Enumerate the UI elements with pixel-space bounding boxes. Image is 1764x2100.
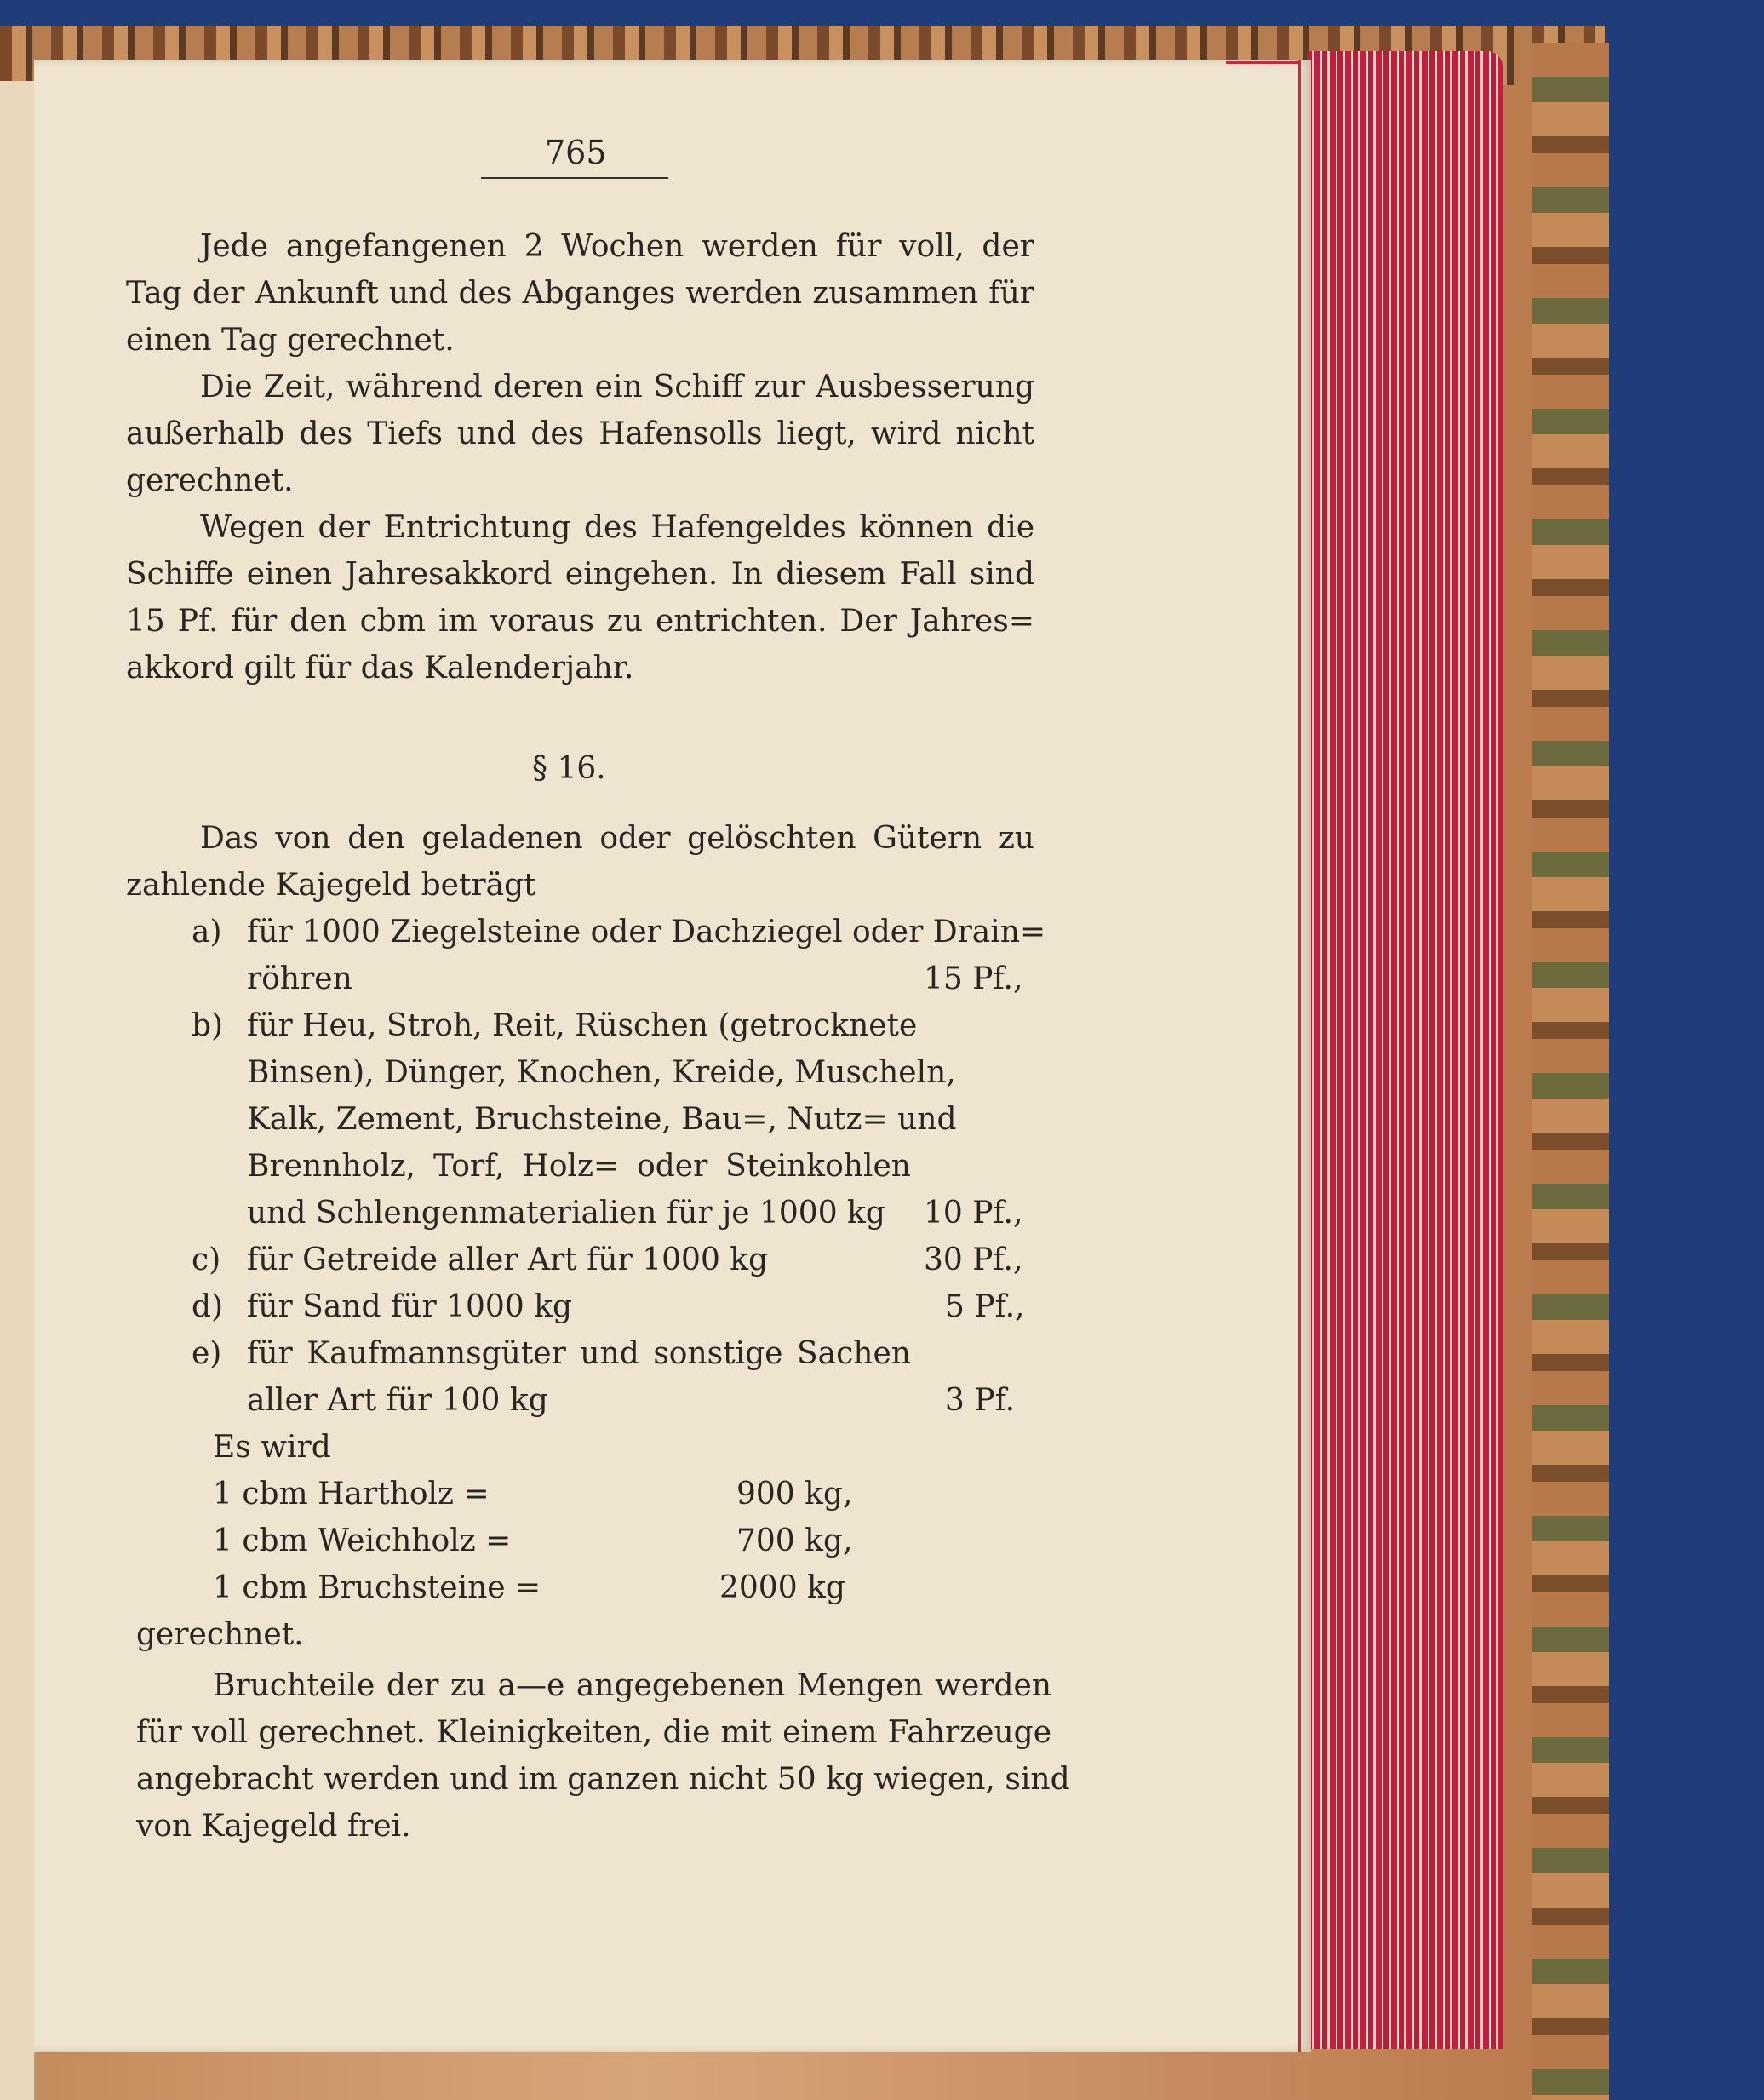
paragraph-line: angebracht werden und im ganzen nicht 50 kg wiegen, sind xyxy=(136,1762,1070,1797)
paragraph-line: Die Zeit, während deren ein Schiff zur Ausbesserung xyxy=(200,370,1034,405)
page-edges xyxy=(1307,51,1503,2049)
page-frame-line xyxy=(1298,60,1301,2052)
paragraph-line: Jede angefangenen 2 Wochen werden für voll, der xyxy=(200,229,1034,264)
section-intro-line: zahlende Kajegeld beträgt xyxy=(126,868,536,903)
item-line: Kalk, Zement, Bruchsteine, Bau=, Nutz= und xyxy=(247,1102,957,1137)
item-line: und Schlengenmaterialien für je 1000 kg xyxy=(247,1196,885,1231)
item-price: 30 Pf., xyxy=(924,1242,1023,1277)
item-line: für Kaufmannsgüter und sonstige Sachen xyxy=(247,1336,911,1371)
page-frame-top xyxy=(1226,61,1301,64)
paragraph-line: Wegen der Entrichtung des Hafengeldes können die xyxy=(200,510,1034,545)
item-line: für Getreide aller Art für 1000 kg xyxy=(247,1242,769,1277)
section-heading: § 16. xyxy=(532,751,606,786)
conversion-label: 1 cbm Hartholz = xyxy=(213,1477,490,1512)
paragraph-line: Bruchteile der zu a—e angegebenen Mengen werden xyxy=(213,1668,1051,1703)
conversion-intro: Es wird xyxy=(213,1430,331,1465)
paragraph-line: akkord gilt für das Kalenderjahr. xyxy=(126,651,634,686)
conversion-value: 2000 kg xyxy=(719,1570,845,1605)
item-price: 3 Pf. xyxy=(945,1383,1016,1418)
paragraph-line: für voll gerechnet. Kleinigkeiten, die mit einem Fahrzeuge xyxy=(136,1715,1051,1750)
item-line: für 1000 Ziegelsteine oder Dachziegel oder Drain= xyxy=(247,915,1046,950)
paragraph-line: einen Tag gerechnet. xyxy=(126,323,455,358)
item-line: röhren xyxy=(247,961,352,996)
paragraph-line: außerhalb des Tiefs und des Hafensolls liegt, wird nicht xyxy=(126,416,1034,451)
paragraph-line: 15 Pf. für den cbm im voraus zu entrichten. Der Jahres= xyxy=(126,604,1034,639)
item-line: aller Art für 100 kg xyxy=(247,1383,548,1418)
conversion-value: 700 kg, xyxy=(736,1523,853,1558)
item-price: 5 Pf., xyxy=(945,1289,1025,1324)
item-price: 15 Pf., xyxy=(924,961,1023,996)
left-page-edge xyxy=(0,81,36,2100)
conversion-label: 1 cbm Bruchsteine = xyxy=(213,1570,541,1605)
item-line: Brennholz, Torf, Holz= oder Steinkohlen xyxy=(247,1149,911,1184)
item-letter: a) xyxy=(192,915,222,950)
header-rule xyxy=(481,177,668,179)
paragraph-line: gerechnet. xyxy=(126,463,294,498)
conversion-label: 1 cbm Weichholz = xyxy=(213,1523,512,1558)
item-price: 10 Pf., xyxy=(924,1196,1023,1231)
section-intro-line: Das von den geladenen oder gelöschten Gütern zu xyxy=(200,821,1034,856)
conversion-outro: gerechnet. xyxy=(136,1617,304,1652)
binding-right xyxy=(1532,43,1609,2100)
paragraph-line: von Kajegeld frei. xyxy=(136,1809,411,1844)
item-letter: d) xyxy=(192,1289,224,1324)
item-line: für Heu, Stroh, Reit, Rüschen (getrocknete xyxy=(247,1008,918,1043)
item-line: Binsen), Dünger, Knochen, Kreide, Muscheln, xyxy=(247,1055,956,1090)
paragraph-line: Schiffe einen Jahresakkord eingehen. In diesem Fall sind xyxy=(126,557,1034,592)
paragraph-line: Tag der Ankunft und des Abganges werden zusammen für xyxy=(126,276,1034,311)
page-number: 765 xyxy=(545,134,607,171)
item-letter: e) xyxy=(192,1336,222,1371)
item-letter: c) xyxy=(192,1242,221,1277)
item-letter: b) xyxy=(192,1008,224,1043)
item-line: für Sand für 1000 kg xyxy=(247,1289,573,1324)
conversion-value: 900 kg, xyxy=(736,1477,853,1512)
